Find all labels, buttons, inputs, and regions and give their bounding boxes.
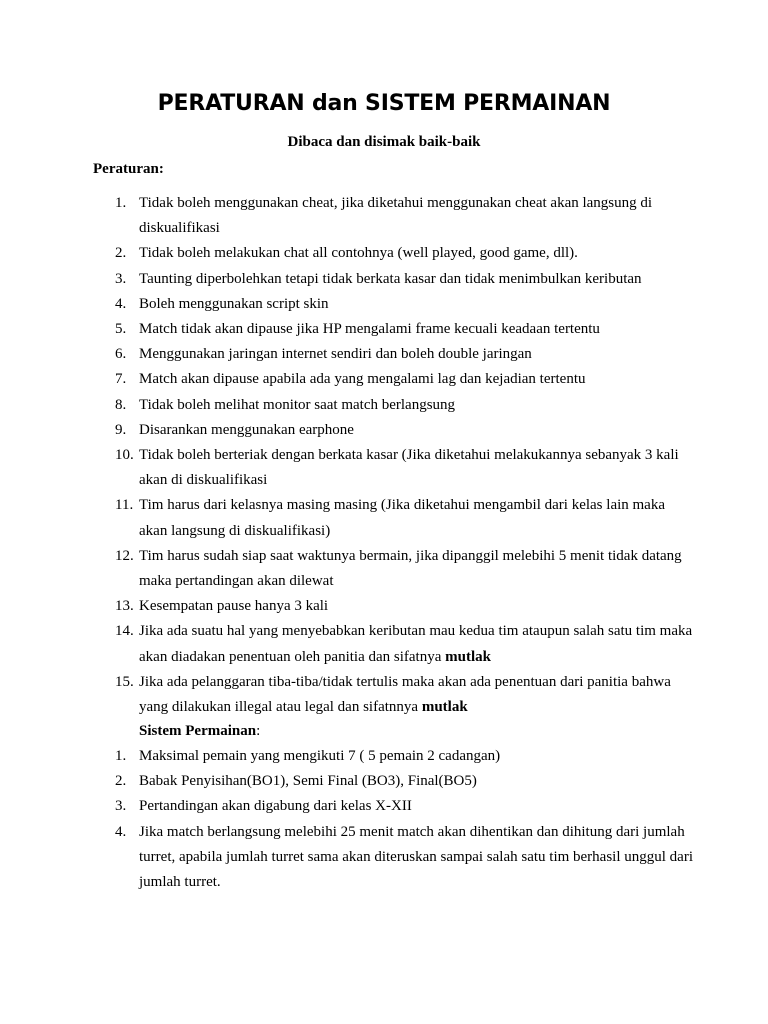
item-number: 9. xyxy=(115,421,127,438)
item-text: Tim harus sudah siap saat waktunya bermain, jika dipanggil melebihi 5 menit tidak datang maka pertandingan akan dilewat xyxy=(139,547,682,590)
item-emphasis: mutlak xyxy=(421,699,468,716)
item-number: 12. xyxy=(115,547,134,564)
item-text: Jika ada suatu hal yang menyebabkan keributan mau kedua tim ataupun salah satu tim maka akan diadakan penentuan oleh panitia dan sifatnya xyxy=(139,623,693,665)
item-number: 5. xyxy=(115,321,127,338)
item-text: Menggunakan jaringan internet sendiri dan boleh double jaringan xyxy=(139,346,532,363)
list-item xyxy=(93,191,693,241)
system-heading-label: Sistem Permainan xyxy=(139,723,257,739)
item-number: 4. xyxy=(115,295,127,312)
item-number: 15. xyxy=(115,673,134,690)
list-item xyxy=(93,292,693,317)
item-text: Tidak boleh menggunakan cheat, jika diketahui menggunakan cheat akan langsung di diskualifikasi xyxy=(139,195,653,237)
list-item xyxy=(93,619,693,669)
item-text: Babak Penyisihan(BO1), Semi Final (BO3), Final(BO5) xyxy=(139,773,477,790)
item-number: 3. xyxy=(115,798,127,815)
rules-heading: Peraturan: xyxy=(93,161,164,177)
list-item xyxy=(93,393,693,418)
document-subtitle: Dibaca dan disimak baik-baik xyxy=(287,134,481,150)
item-text: Taunting diperbolehkan tetapi tidak berkata kasar dan tidak menimbulkan keributan xyxy=(139,270,642,287)
item-number: 3. xyxy=(115,270,127,287)
item-number: 6. xyxy=(115,346,127,363)
item-text: Match akan dipause apabila ada yang mengalami lag dan kejadian tertentu xyxy=(139,371,586,388)
item-text: Jika match berlangsung melebihi 25 menit match akan dihentikan dan dihitung dari jumlah turret, apabila jumlah turret sama akan diteruskan sampai salah satu tim berhasil unggul dari jumlah turret. xyxy=(139,823,693,891)
list-item xyxy=(93,443,693,493)
item-text: Maksimal pemain yang mengikuti 7 ( 5 pemain 2 cadangan) xyxy=(139,748,501,764)
item-number: 11. xyxy=(115,497,134,514)
item-number: 2. xyxy=(115,245,127,262)
item-text: Jika ada pelanggaran tiba-tiba/tidak tertulis maka akan ada penentuan dari panitia bahwa yang dilakukan illegal atau legal dan sifatnnya xyxy=(139,673,671,716)
list-item xyxy=(93,794,693,819)
list-item xyxy=(93,544,693,594)
item-number: 1. xyxy=(115,748,127,764)
item-text: Pertandingan akan digabung dari kelas X-XII xyxy=(139,798,412,815)
item-text: Match tidak akan dipause jika HP mengalami frame kecuali keadaan tertentu xyxy=(139,321,600,338)
item-number: 2. xyxy=(115,773,127,790)
item-emphasis: mutlak xyxy=(445,648,491,665)
item-number: 1. xyxy=(115,195,127,211)
list-item xyxy=(93,820,693,896)
rules-list xyxy=(93,191,693,720)
document-title: PERATURAN dan SISTEM PERMAINAN xyxy=(157,91,611,116)
system-list xyxy=(93,744,693,895)
list-item xyxy=(93,367,693,392)
item-number: 13. xyxy=(115,598,134,615)
list-item xyxy=(93,418,693,443)
item-number: 10. xyxy=(115,447,134,464)
item-number: 4. xyxy=(115,823,127,840)
list-item xyxy=(93,267,693,292)
item-number: 14. xyxy=(115,623,134,640)
item-text: Tidak boleh melakukan chat all contohnya (well played, good game, dll). xyxy=(139,245,578,262)
item-number: 8. xyxy=(115,396,127,413)
list-item xyxy=(93,493,693,543)
item-text: Tidak boleh melihat monitor saat match berlangsung xyxy=(139,396,456,413)
system-heading-colon: : xyxy=(256,723,261,739)
item-text: Kesempatan pause hanya 3 kali xyxy=(139,598,329,615)
item-text: Boleh menggunakan script skin xyxy=(139,295,329,312)
list-item xyxy=(93,342,693,367)
item-text: Tim harus dari kelasnya masing masing (Jika diketahui mengambil dari kelas lain maka akan langsung di diskualifikasi) xyxy=(139,497,665,539)
list-item xyxy=(93,769,693,794)
system-heading xyxy=(93,719,260,744)
item-text: Tidak boleh berteriak dengan berkata kasar (Jika diketahui melakukannya sebanyak 3 kali akan di diskualifikasi xyxy=(139,447,679,489)
list-item xyxy=(93,744,693,769)
item-text: Disarankan menggunakan earphone xyxy=(139,421,354,438)
list-item xyxy=(93,594,693,619)
list-item xyxy=(93,241,693,266)
list-item xyxy=(93,317,693,342)
list-item xyxy=(93,670,693,720)
item-number: 7. xyxy=(115,371,127,388)
